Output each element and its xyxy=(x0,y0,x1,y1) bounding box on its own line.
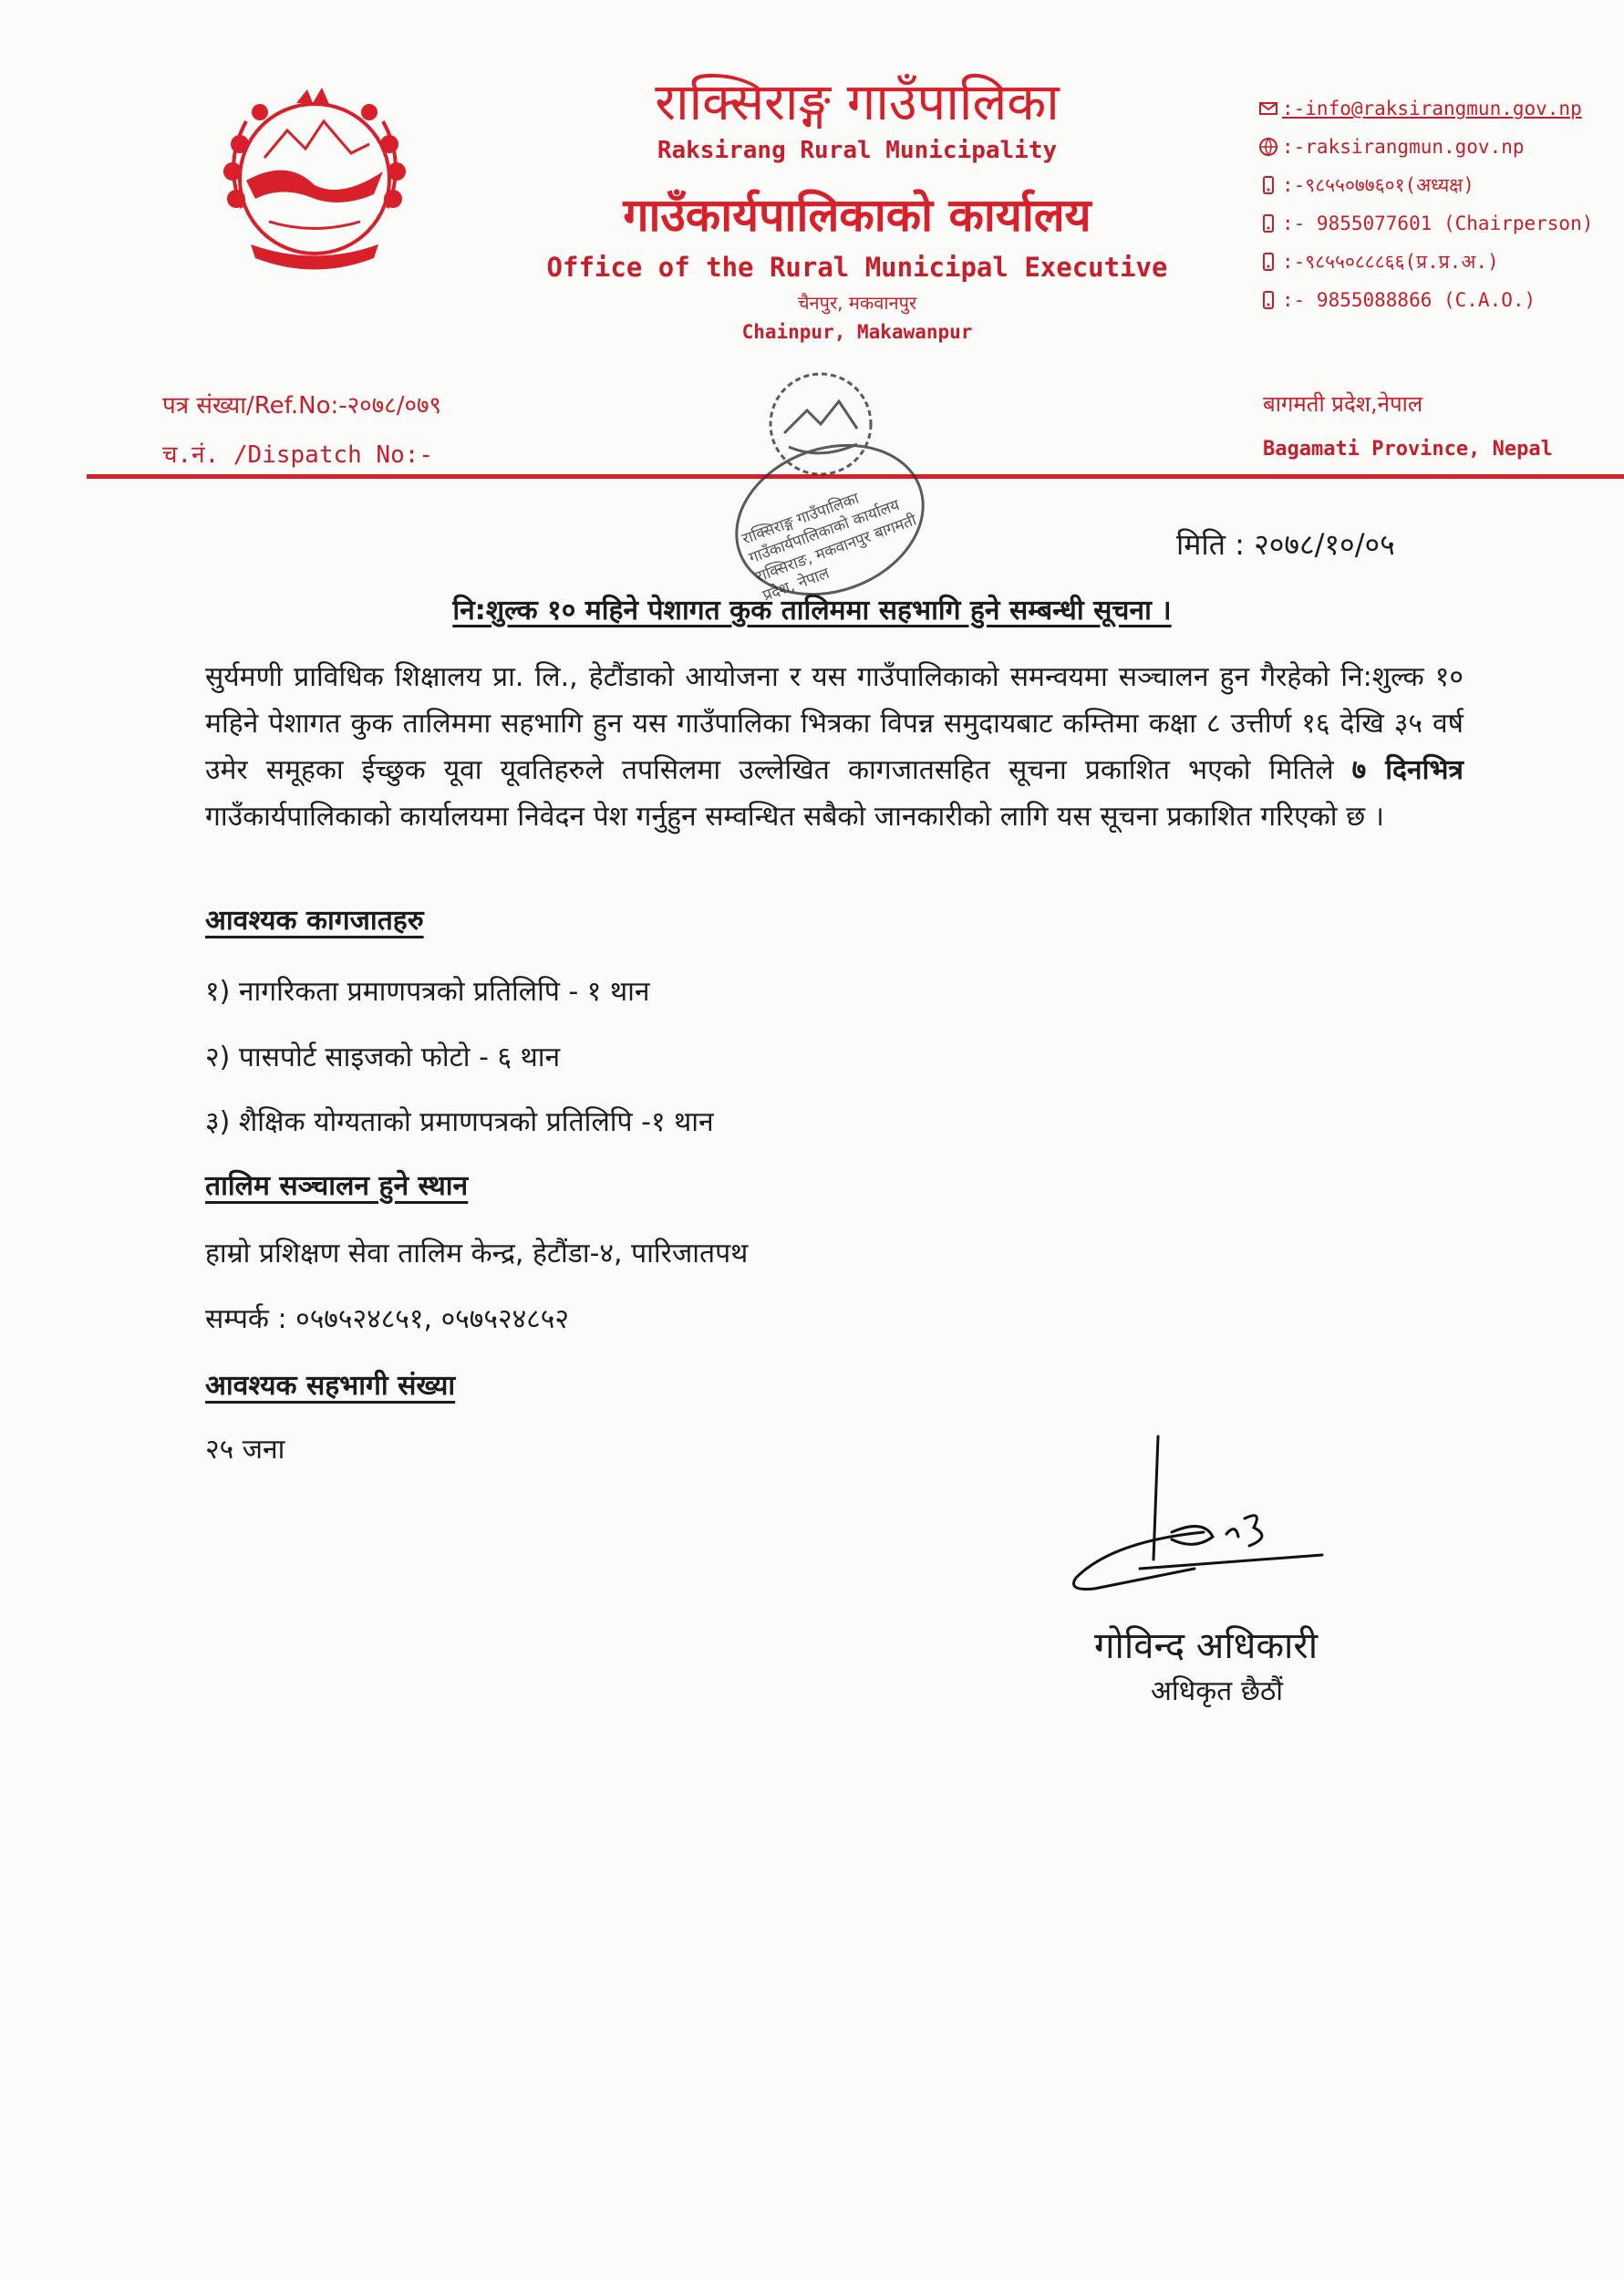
contact-phone-text: :-९८५५०७७६०१(अध्यक्ष) xyxy=(1282,174,1474,196)
office-name-en: Office of the Rural Municipal Executive xyxy=(546,252,1168,283)
contact-phone-chair-np xyxy=(1258,166,1593,204)
address-np: चैनपुर, मकवानपुर xyxy=(797,292,917,314)
notice-body-part1: सुर्यमणी प्राविधिक शिक्षालय प्रा. लि., हेटौंडाको आयोजना र यस गाउँपालिकाको समन्वयमा सञ्चालन हुन गैरहेको नि:शुल्क १० महिने पेशागत कुक तालिममा सहभागि हुन यस गाउँपालिका भित्रका विपन्न समुदायबाट कम्तिमा कक्षा ८ उत्तीर्ण १६ देखि ३५ वर्ष उमेर समूहका ईच्छुक यूवा यूवतिहरुले तपसिलमा उल्लेखित कागजातसहित सूचना प्रकाशित भएको मितिले xyxy=(205,661,1464,786)
document-item: २) पासपोर्ट साइजको फोटो - ६ थान xyxy=(205,1042,561,1073)
province-np: बागमती प्रदेश,नेपाल xyxy=(1263,391,1423,417)
notice-subject-text: नि:शुल्क १० महिने पेशागत कुक तालिममा सहभागि हुने सम्बन्धी सूचना । xyxy=(452,595,1172,627)
dispatch-number: च.नं. /Dispatch No:- xyxy=(162,441,434,469)
venue-heading: तालिम सञ्चालन हुने स्थान xyxy=(205,1170,469,1202)
contact-phone-text: :- 9855077601 (Chairperson) xyxy=(1282,212,1594,234)
phone-icon xyxy=(1258,175,1278,195)
municipality-name-np: राक्सिराङ्ग गाउँपालिका xyxy=(655,73,1060,132)
notice-subject xyxy=(0,590,1624,627)
participants-heading: आवश्यक सहभागी संख्या xyxy=(205,1370,456,1402)
province-block xyxy=(1263,381,1553,472)
address-en: Chainpur, Makawanpur xyxy=(741,321,973,343)
phone-icon xyxy=(1258,213,1278,233)
municipality-emblem xyxy=(205,71,424,290)
reference-block xyxy=(162,381,441,480)
municipality-name-en: Raksirang Rural Municipality xyxy=(657,137,1058,164)
document-item: १) नागरिकता प्रमाणपत्रको प्रतिलिपि - १ थान xyxy=(205,976,650,1008)
contact-website-text: :-raksirangmun.gov.np xyxy=(1282,136,1525,158)
office-name-np: गाउँकार्यपालिकाको कार्यालय xyxy=(623,188,1091,242)
office-stamp xyxy=(720,360,939,606)
venue-contact: सम्पर्क : ०५७५२४८५१, ०५७५२४८५२ xyxy=(205,1303,569,1335)
document-item: ३) शैक्षिक योग्यताको प्रमाणपत्रको प्रतिलिपि -१ थान xyxy=(205,1106,714,1138)
globe-icon xyxy=(1258,137,1278,157)
phone-icon xyxy=(1258,252,1278,272)
venue-address: हाम्रो प्रशिक्षण सेवा तालिम केन्द्र, हेटौंडा-४, पारिजातपथ xyxy=(205,1238,749,1270)
signatory-name: गोविन्द अधिकारी xyxy=(1094,1625,1319,1667)
stamp-text: राक्सिराङ्ग गाउँपालिका गाउँकार्यपालिकाको कार्यालय राक्सिराङ, मकवानपुर बागमती प्रदेश, नेपाल xyxy=(740,489,919,606)
contact-email[interactable] xyxy=(1258,89,1593,128)
contact-phone-chair-en xyxy=(1258,204,1593,243)
signatory-title: अधिकृत छैठौं xyxy=(1151,1675,1284,1707)
contact-phone-text: :-९८५५०८८८६६(प्र.प्र.अ.) xyxy=(1282,251,1499,273)
contact-block xyxy=(1258,89,1593,319)
letter-date: मिति : २०७८/१०/०५ xyxy=(1176,527,1395,562)
participants-count: २५ जना xyxy=(205,1434,285,1466)
phone-icon xyxy=(1258,290,1278,310)
contact-email-text: :-info@raksirangmun.gov.np xyxy=(1282,98,1582,119)
contact-website[interactable] xyxy=(1258,128,1593,166)
notice-body-part2: गाउँकार्यपालिकाको कार्यालयमा निवेदन पेश गर्नुहुन सम्वन्धित सबैको जानकारीको लागि यस सूचना प्रकाशित गरिएको छ । xyxy=(205,801,1385,833)
documents-heading: आवश्यक कागजातहरु xyxy=(205,905,424,937)
notice-body xyxy=(205,654,1464,840)
contact-phone-text: :- 9855088866 (C.A.O.) xyxy=(1282,289,1536,311)
contact-phone-cao-en xyxy=(1258,281,1593,319)
province-en: Bagamati Province, Nepal xyxy=(1263,438,1553,461)
notice-body-deadline: ७ दिनभित्र xyxy=(1351,754,1464,786)
email-icon xyxy=(1258,98,1278,119)
signature xyxy=(1058,1432,1331,1596)
ref-number: पत्र संख्या/Ref.No:-२०७८/०७९ xyxy=(162,392,442,420)
contact-phone-cao-np xyxy=(1258,243,1593,281)
